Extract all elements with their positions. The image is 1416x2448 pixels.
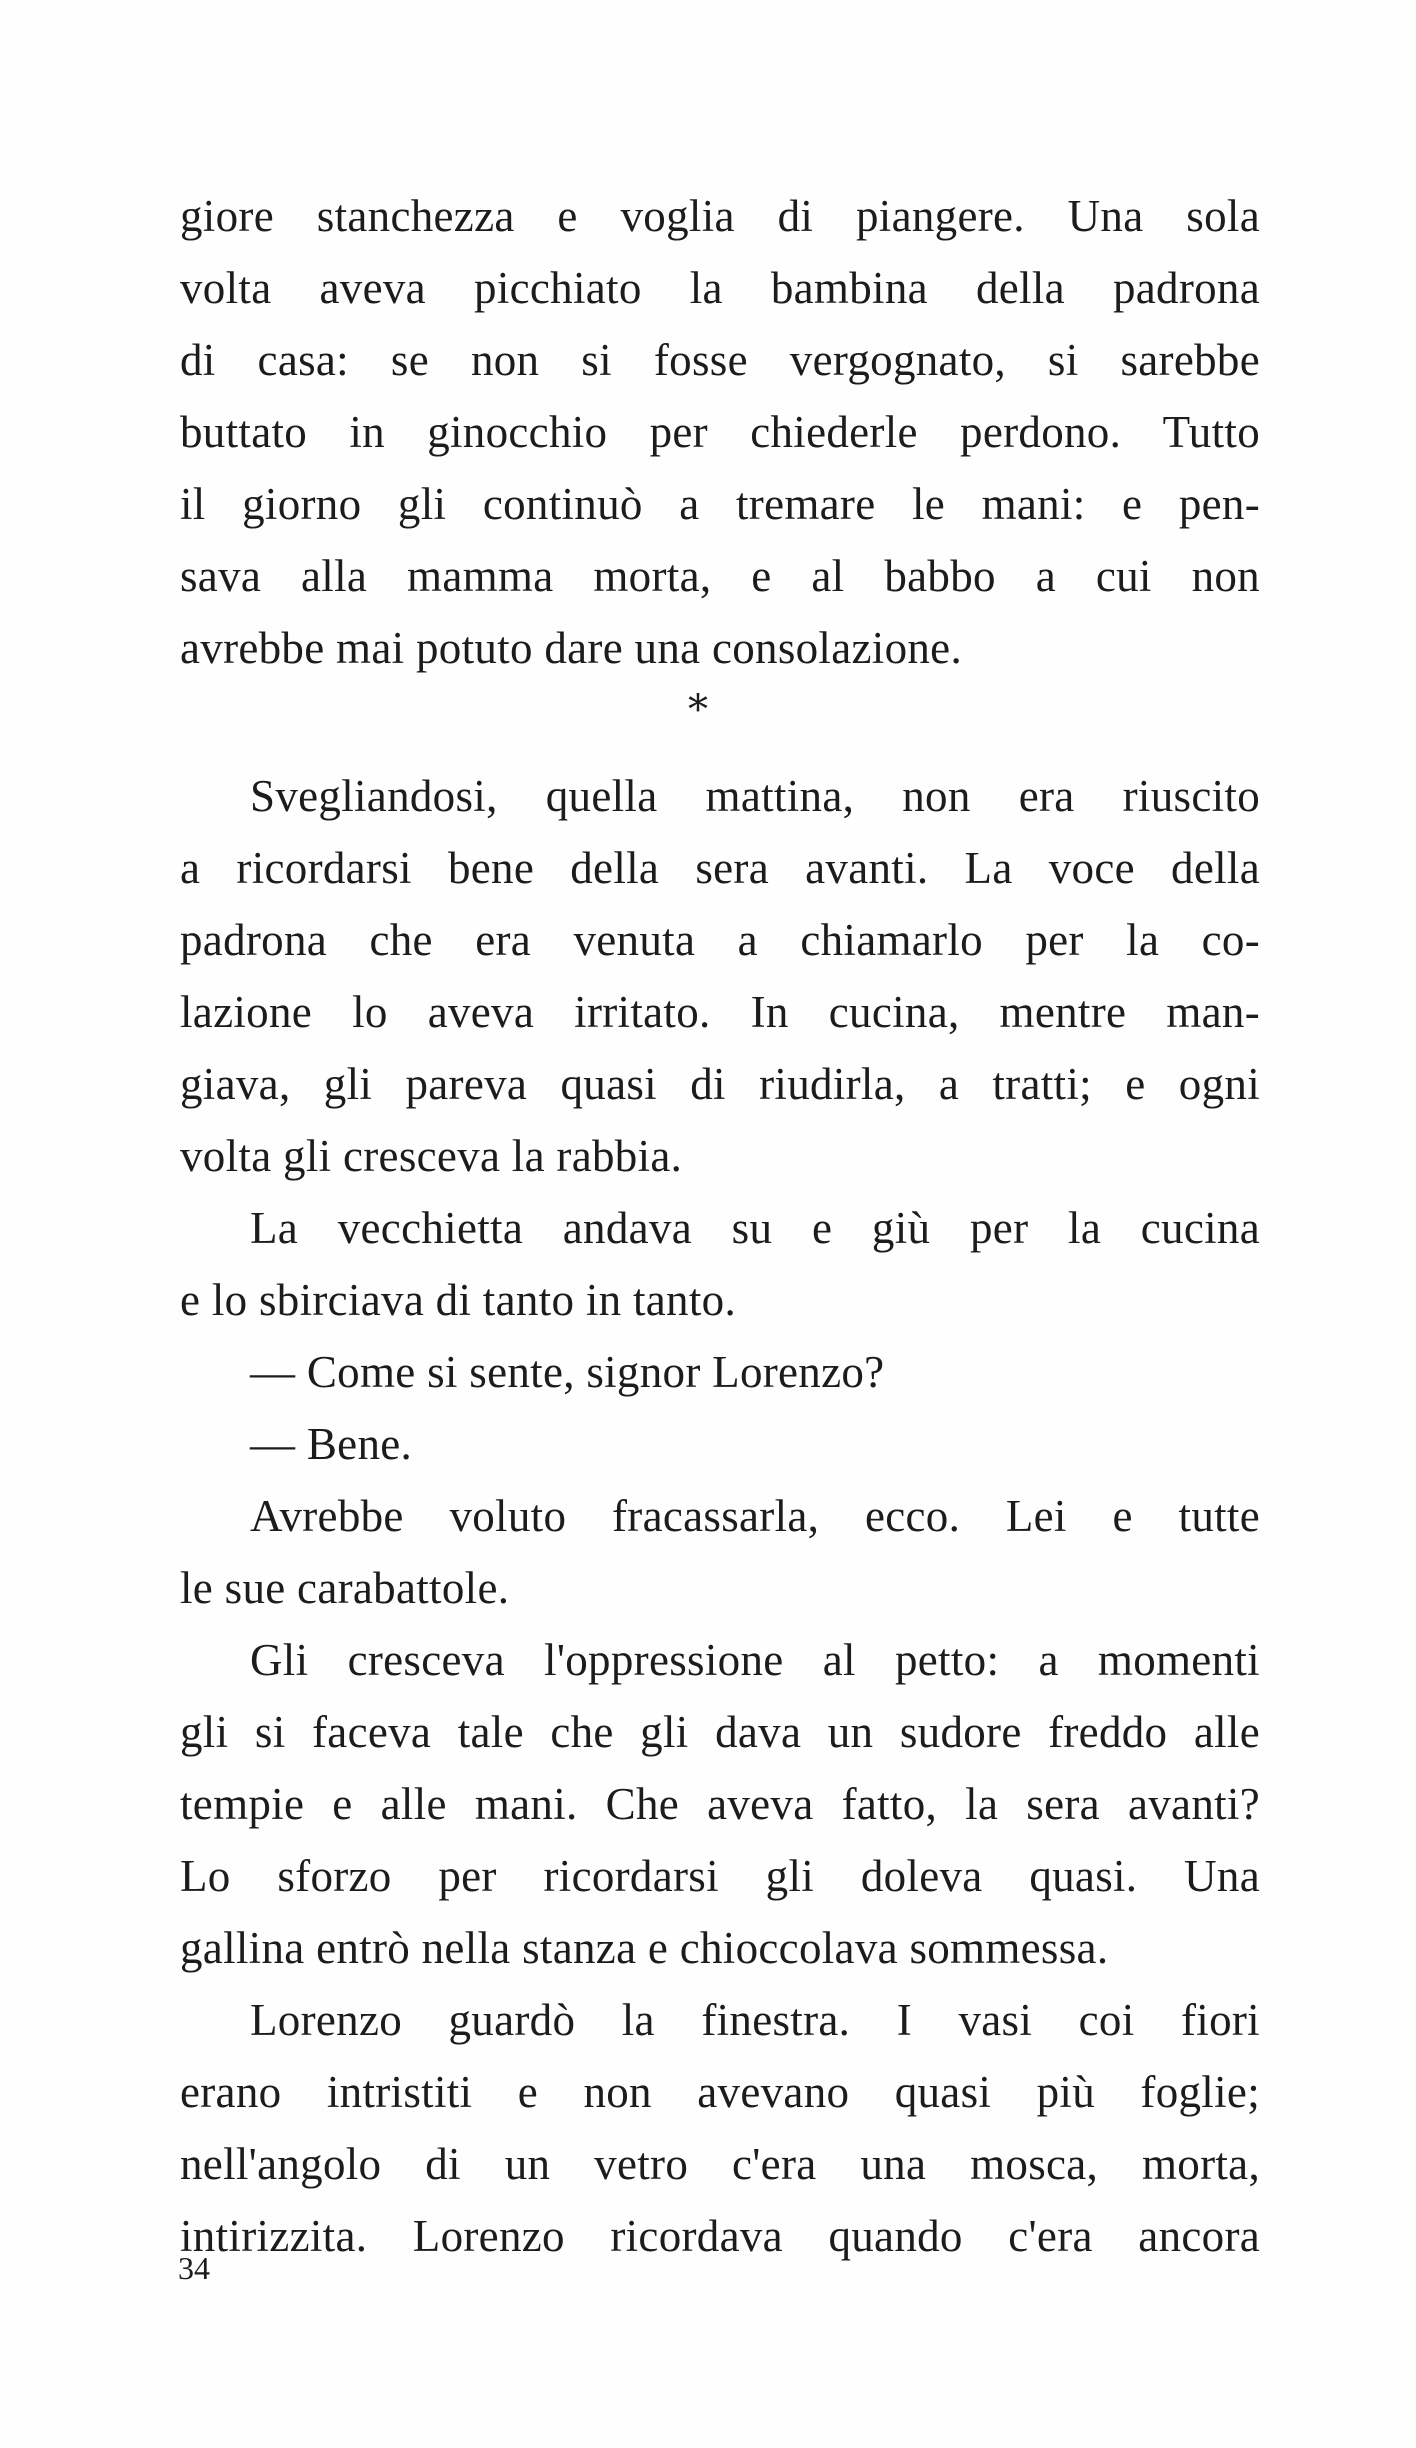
text-line: sava alla mamma morta, e al babbo a cui non [180, 551, 1260, 601]
text-line: Lo sforzo per ricordarsi gli doleva quasi. Una [180, 1851, 1260, 1901]
text-line: giore stanchezza e voglia di piangere. Una sola [180, 191, 1260, 241]
text-line: gli si faceva tale che gli dava un sudore freddo alle [180, 1707, 1260, 1757]
section-separator [0, 680, 1416, 740]
text-line: erano intristiti e non avevano quasi più foglie; [180, 2067, 1260, 2117]
text-line: e lo sbirciava di tanto in tanto. [180, 1275, 737, 1325]
text-line: avrebbe mai potuto dare una consolazione. [180, 623, 963, 673]
text-line: volta aveva picchiato la bambina della padrona [180, 263, 1260, 313]
top-paragraph [180, 180, 1260, 684]
dialogue-line: — Bene. [250, 1419, 413, 1469]
text-line: padrona che era venuta a chiamarlo per la co- [180, 915, 1260, 965]
text-line: di casa: se non si fosse vergognato, si sarebbe [180, 335, 1260, 385]
section-body [180, 760, 1260, 2272]
text-line: La vecchietta andava su e giù per la cucina [250, 1203, 1260, 1253]
page-number: 34 [178, 2250, 210, 2286]
text-line: il giorno gli continuò a tremare le mani: e pen- [180, 479, 1260, 529]
text-line: nell'angolo di un vetro c'era una mosca, morta, [180, 2139, 1260, 2189]
text-line: buttato in ginocchio per chiederle perdono. Tutto [180, 407, 1260, 457]
text-line: le sue carabattole. [180, 1563, 510, 1613]
asterisk-ornament: * [688, 687, 708, 733]
text-line: giava, gli pareva quasi di riudirla, a tratti; e ogni [180, 1059, 1260, 1109]
text-line: Gli cresceva l'oppressione al petto: a momenti [250, 1635, 1260, 1685]
text-line: lazione lo aveva irritato. In cucina, mentre man- [180, 987, 1260, 1037]
text-line: Avrebbe voluto fracassarla, ecco. Lei e tutte [250, 1491, 1260, 1541]
text-line: gallina entrò nella stanza e chioccolava sommessa. [180, 1923, 1109, 1973]
text-line: volta gli cresceva la rabbia. [180, 1131, 683, 1181]
dialogue-line: — Come si sente, signor Lorenzo? [250, 1347, 885, 1397]
text-line: Svegliandosi, quella mattina, non era riuscito [250, 771, 1260, 821]
text-line: Lorenzo guardò la finestra. I vasi coi fiori [250, 1995, 1260, 2045]
text-line: tempie e alle mani. Che aveva fatto, la sera avanti? [180, 1779, 1260, 1829]
text-line: a ricordarsi bene della sera avanti. La voce della [180, 843, 1260, 893]
text-line: intirizzita. Lorenzo ricordava quando c'era ancora [180, 2211, 1260, 2261]
